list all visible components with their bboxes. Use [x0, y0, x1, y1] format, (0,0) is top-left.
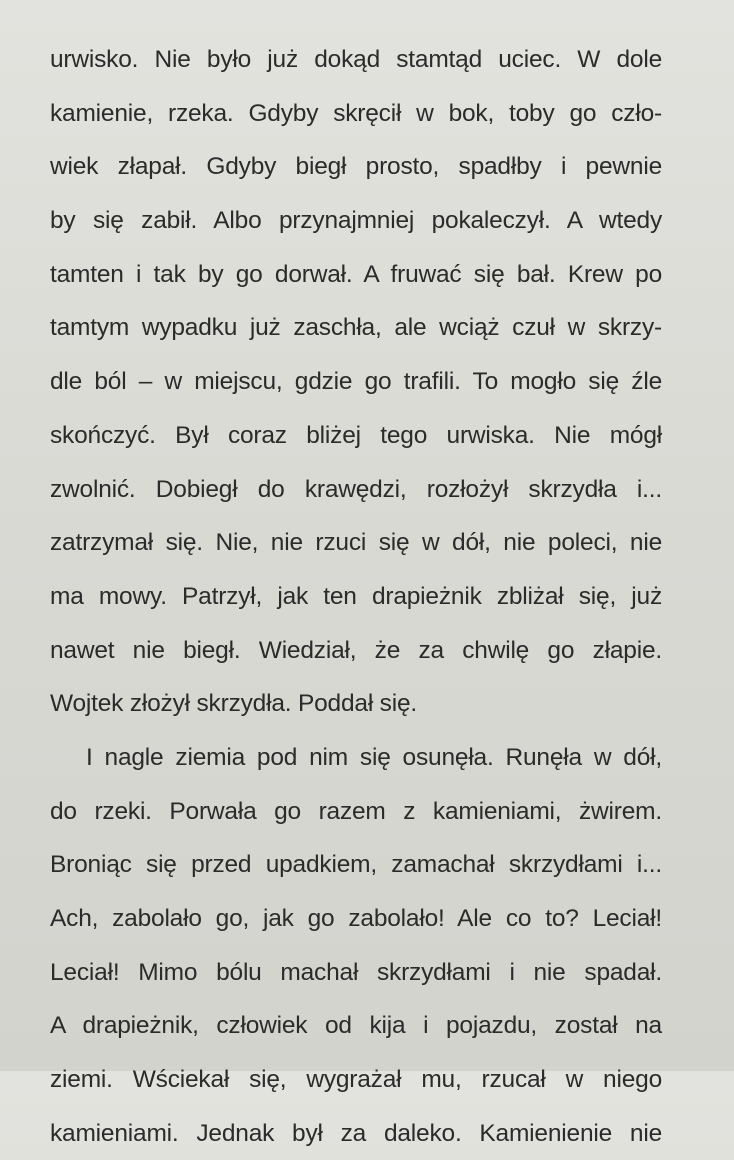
text-line: kamienie, rzeka. Gdyby skręcił w bok, toby go czło-: [50, 99, 662, 127]
text-line: tamten i tak by go dorwał. A fruwać się bał. Krew po: [50, 260, 662, 288]
text-line: skończyć. Był coraz bliżej tego urwiska. Nie mógł: [50, 421, 662, 449]
text-line: zatrzymał się. Nie, nie rzuci się w dół, nie poleci, nie: [50, 529, 662, 557]
text-line: nawet nie biegł. Wiedział, że za chwilę go złapie.: [50, 636, 662, 664]
text-line: zwolnić. Dobiegł do krawędzi, rozłożył skrzydła i...: [50, 475, 662, 503]
paragraph-2: [50, 731, 662, 1160]
text-line: dle ból – w miejscu, gdzie go trafili. To mogło się źle: [50, 368, 662, 396]
text-line: wiek złapał. Gdyby biegł prosto, spadłby i pewnie: [50, 153, 662, 181]
text-line: do rzeki. Porwała go razem z kamieniami, żwirem.: [50, 797, 662, 825]
text-line: Ach, zabolało go, jak go zabolało! Ale co to? Leciał!: [50, 905, 662, 932]
paragraph-1: [50, 33, 662, 731]
text-line: kamieniami. Jednak był za daleko. Kamienienie nie: [50, 1119, 662, 1147]
text-line: I nagle ziemia pod nim się osunęła. Runęła w dół,: [86, 743, 662, 771]
text-line: Leciał! Mimo bólu machał skrzydłami i nie spadał.: [50, 958, 662, 986]
text-line: by się zabił. Albo przynajmniej pokaleczył. A wtedy: [50, 207, 662, 235]
text-line: ma mowy. Patrzył, jak ten drapieżnik zbliżał się, już: [50, 582, 662, 610]
text-line: A drapieżnik, człowiek od kija i pojazdu, został na: [50, 1012, 662, 1040]
text-line: Broniąc się przed upadkiem, zamachał skrzydłami i...: [50, 851, 662, 879]
text-line: ziemi. Wściekał się, wygrażał mu, rzucał w niego: [50, 1066, 662, 1094]
page-text: [50, 33, 662, 1160]
text-line: Wojtek złożył skrzydła. Poddał się.: [50, 690, 417, 718]
text-line: tamtym wypadku już zaschła, ale wciąż czuł w skrzy-: [50, 314, 662, 342]
text-line: urwisko. Nie było już dokąd stamtąd uciec. W dole: [50, 46, 662, 73]
